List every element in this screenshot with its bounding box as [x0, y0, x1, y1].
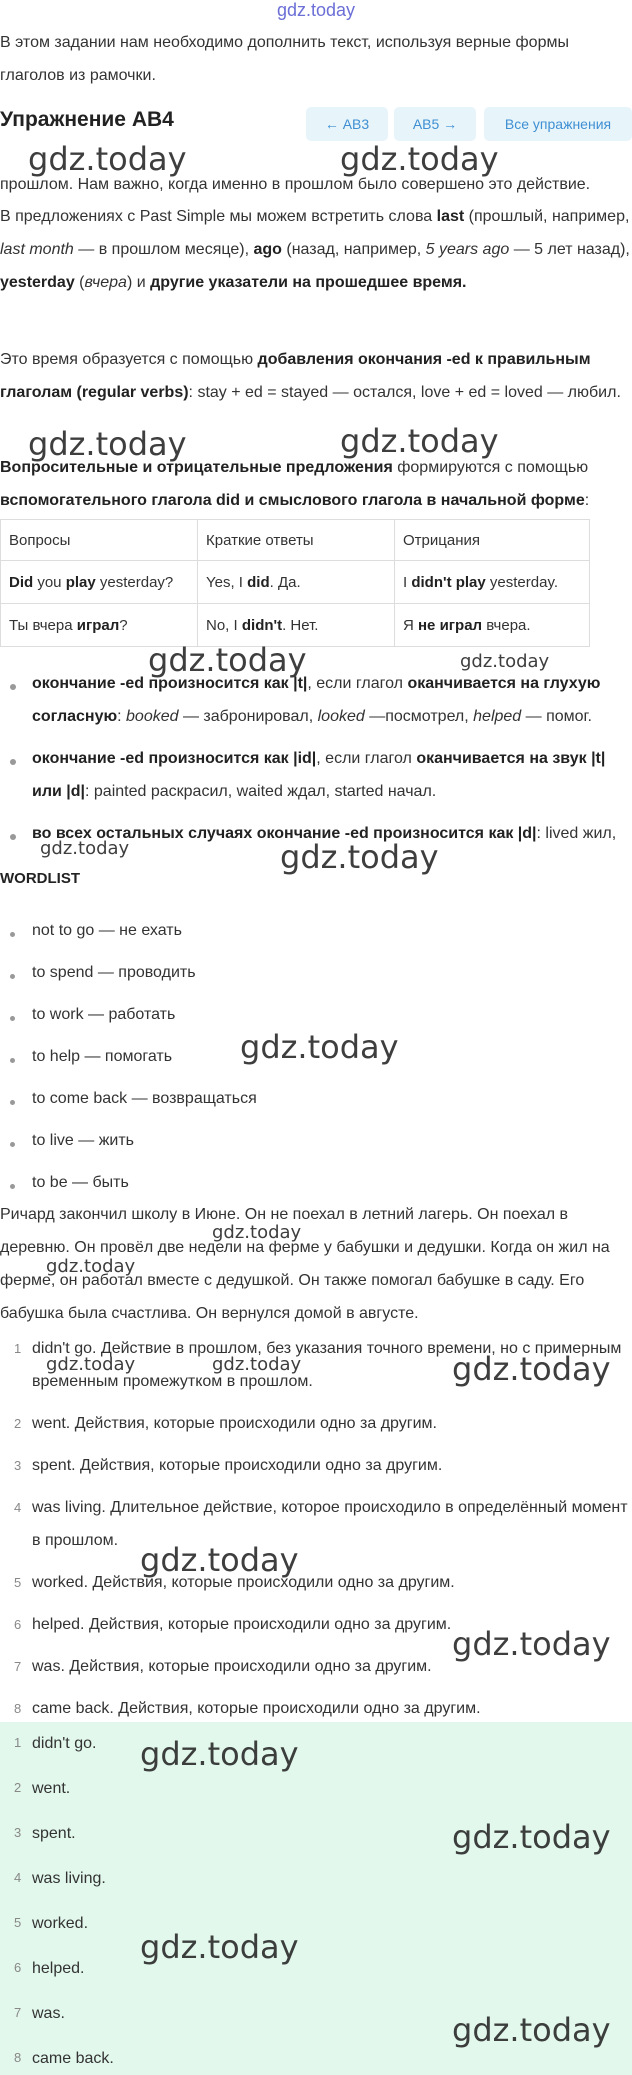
watermark: gdz.today	[140, 1541, 299, 1579]
list-item: was living. Длительное действие, которое происходило в определённый момент в прошлом.	[32, 1499, 628, 1549]
theory-paragraph-4: Вопросительные и отрицательные предложения формируются с помощью вспомогательного глагола did и смыслового глагола в начальной форме:	[0, 459, 590, 509]
watermark: gdz.today	[28, 140, 187, 178]
bullet-dot	[10, 834, 16, 840]
item-number: 5	[14, 1915, 22, 1930]
prev-exercise-button[interactable]: ← AB3	[306, 107, 388, 141]
list-item: was. Действия, которые происходили одно за другим.	[32, 1658, 432, 1675]
list-item: came back. Действия, которые происходили одно за другим.	[32, 1700, 481, 1717]
item-number: 2	[14, 1416, 22, 1431]
watermark: gdz.today	[452, 2011, 611, 2049]
watermark: gdz.today	[452, 1350, 611, 1388]
list-item: to work — работать	[32, 1006, 176, 1023]
item-number: 3	[14, 1825, 22, 1840]
item-number: 4	[14, 1500, 22, 1515]
story-text: Ричард закончил школу в Июне. Он не поехал в летний лагерь. Он поехал в деревню. Он провёл две недели на ферме у бабушки и дедушки. Когда он жил на ферме, он работал вместе с дедушкой. Он также помогал бабушке в саду. Его бабушка была счастлива. Он вернулся домой в августе.	[0, 1206, 610, 1322]
list-item: went. Действия, которые происходили одно за другим.	[32, 1415, 437, 1432]
item-number: 1	[14, 1735, 22, 1750]
bullet-dot	[10, 1016, 15, 1021]
item-number: 8	[14, 1701, 22, 1716]
did-table	[0, 519, 590, 647]
watermark: gdz.today	[240, 1028, 399, 1066]
answer-item: didn't go.	[32, 1735, 97, 1752]
item-number: 8	[14, 2050, 22, 2065]
list-item: to live — жить	[32, 1132, 134, 1149]
watermark: gdz.today	[340, 422, 499, 460]
answer-item: spent.	[32, 1825, 76, 1842]
answer-item: helped.	[32, 1960, 85, 1977]
bullet-dot	[10, 1058, 15, 1063]
item-number: 1	[14, 1341, 22, 1356]
watermark: gdz.today	[46, 1354, 136, 1375]
answer-item: came back.	[32, 2050, 114, 2067]
list-item: helped. Действия, которые происходили одно за другим.	[32, 1616, 452, 1633]
answer-item: was living.	[32, 1870, 106, 1887]
theory-paragraph-1: прошлом. Нам важно, когда именно в прошлом было совершено это действие.	[0, 176, 591, 193]
item-number: 4	[14, 1870, 22, 1885]
list-item: not to go — не ехать	[32, 922, 182, 939]
arrow-left-icon: ←	[324, 116, 339, 132]
bullet-dot	[10, 1142, 15, 1147]
table-header: Краткие ответы	[198, 520, 395, 561]
watermark: gdz.today	[280, 838, 439, 876]
exercise-title: Упражнение AB4	[0, 108, 174, 131]
list-item: spent. Действия, которые происходили одно за другим.	[32, 1457, 443, 1474]
bullet-dot	[10, 974, 15, 979]
table-cell: No, I didn't. Нет.	[198, 604, 395, 647]
list-item: to spend — проводить	[32, 964, 196, 981]
theory-paragraph-2: В предложениях с Past Simple мы можем встретить слова last (прошлый, например, last month — в прошлом месяце), ago (назад, например, 5 years ago — 5 лет назад), yesterday (вчера) и другие указатели на прошедшее время.	[0, 208, 630, 291]
watermark: gdz.today	[460, 651, 550, 672]
item-number: 6	[14, 1960, 22, 1975]
all-exercises-button[interactable]: Все упражнения	[484, 107, 632, 141]
table-header: Вопросы	[1, 520, 198, 561]
bullet-dot	[10, 932, 15, 937]
watermark: gdz.today	[28, 425, 187, 463]
table-cell: Я не играл вчера.	[395, 604, 590, 647]
table-cell: Did you play yesterday?	[1, 561, 198, 604]
table-cell: Ты вчера играл?	[1, 604, 198, 647]
answer-item: was.	[32, 2005, 65, 2022]
watermark: gdz.today	[452, 1818, 611, 1856]
list-item: to help — помогать	[32, 1048, 173, 1065]
list-item: to come back — возвращаться	[32, 1090, 257, 1107]
item-number: 3	[14, 1458, 22, 1473]
watermark: gdz.today	[340, 140, 499, 178]
list-item: didn't go. Действие в прошлом, без указания точного времени, но с примерным временным промежутком в прошлом.	[32, 1340, 622, 1390]
intro-text: В этом задании нам необходимо дополнить текст, используя верные формы глаголов из рамочки.	[0, 34, 569, 84]
pronunciation-rule-d: во всех остальных случаях окончание -ed произносится как |d|: lived жил,	[32, 825, 617, 842]
pronunciation-rule-id: окончание -ed произносится как |id|, если глагол оканчивается на звук |t| или |d|: painted раскрасил, waited ждал, started начал.	[32, 750, 606, 800]
watermark: gdz.today	[212, 1354, 302, 1375]
watermark: gdz.today	[140, 1928, 299, 1966]
watermark: gdz.today	[46, 1256, 136, 1277]
watermark: gdz.today	[140, 1735, 299, 1773]
watermark: gdz.today	[40, 838, 130, 859]
theory-paragraph-3: Это время образуется с помощью добавления окончания -ed к правильным глаголам (regular verbs): stay + ed = stayed — остался, love + ed = loved — любил.	[0, 351, 621, 401]
item-number: 7	[14, 1659, 22, 1674]
arrow-right-icon: →	[443, 116, 458, 132]
item-number: 5	[14, 1575, 22, 1590]
site-title[interactable]: gdz.today	[276, 0, 356, 20]
wordlist-title: WORDLIST	[0, 870, 80, 887]
table-row	[1, 561, 590, 604]
table-header-row	[1, 520, 590, 561]
table-cell: I didn't play yesterday.	[395, 561, 590, 604]
table-cell: Yes, I did. Да.	[198, 561, 395, 604]
pronunciation-rule-t: окончание -ed произносится как |t|, если глагол оканчивается на глухую согласную: booked — забронировал, looked —посмотрел, helped — помог.	[32, 675, 601, 725]
bullet-dot	[10, 1100, 15, 1105]
list-item: to be — быть	[32, 1174, 129, 1191]
watermark: gdz.today	[148, 641, 307, 679]
answer-item: went.	[32, 1780, 71, 1797]
table-header: Отрицания	[395, 520, 590, 561]
item-number: 7	[14, 2005, 22, 2020]
next-exercise-button[interactable]: AB5 →	[394, 107, 476, 141]
item-number: 6	[14, 1617, 22, 1632]
bullet-dot	[10, 1184, 15, 1189]
list-item: worked. Действия, которые происходили одно за другим.	[32, 1574, 455, 1591]
watermark: gdz.today	[212, 1222, 302, 1243]
answer-item: worked.	[32, 1915, 89, 1932]
bullet-dot	[10, 759, 16, 765]
bullet-dot	[10, 684, 16, 690]
item-number: 2	[14, 1780, 22, 1795]
watermark: gdz.today	[452, 1625, 611, 1663]
